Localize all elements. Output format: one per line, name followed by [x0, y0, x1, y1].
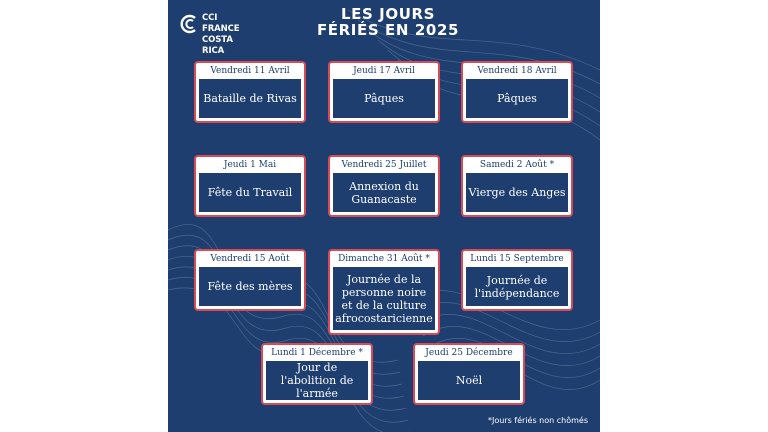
holiday-date: Vendredi 25 Juillet	[341, 160, 427, 170]
holiday-card	[261, 343, 373, 405]
holiday-card	[328, 249, 440, 335]
holiday-name: Journée de l'indépendance	[466, 267, 568, 306]
holiday-date: Dimanche 31 Août *	[338, 254, 430, 264]
title-line-2: FÉRIÉS EN 2025	[316, 21, 460, 39]
holiday-date: Jeudi 17 Avril	[353, 66, 415, 76]
holiday-card	[328, 61, 440, 123]
cci-logo-icon	[180, 14, 200, 34]
holiday-name: Journée de la personne noire et de la culture afrocostaricienne	[333, 267, 435, 330]
holiday-date: Lundi 1 Décembre *	[271, 348, 363, 358]
holiday-date: Vendredi 11 Avril	[210, 66, 290, 76]
holiday-name: Pâques	[466, 79, 568, 118]
holiday-name: Noël	[418, 361, 520, 400]
holiday-card	[194, 249, 306, 311]
logo-line-1: CCI FRANCE	[202, 13, 240, 34]
holiday-date: Vendredi 18 Avril	[477, 66, 557, 76]
holiday-name: Vierge des Anges	[466, 173, 568, 212]
holiday-name: Fête des mères	[199, 267, 301, 306]
holiday-card	[461, 249, 573, 311]
holiday-date: Jeudi 25 Décembre	[425, 348, 513, 358]
holiday-date: Samedi 2 Août *	[479, 160, 555, 170]
holiday-poster	[168, 0, 600, 432]
holiday-card	[413, 343, 525, 405]
holiday-card	[461, 61, 573, 123]
logo-text	[202, 13, 254, 57]
holiday-date: Jeudi 1 Mai	[223, 160, 277, 170]
holiday-card	[194, 61, 306, 123]
holiday-card	[194, 155, 306, 217]
footnote: *Jours fériés non chômés	[487, 416, 588, 425]
holiday-name: Annexion du Guanacaste	[333, 173, 435, 212]
logo-line-2: COSTA RICA	[202, 35, 233, 56]
holiday-card	[328, 155, 440, 217]
holiday-card	[461, 155, 573, 217]
holiday-name: Bataille de Rivas	[199, 79, 301, 118]
page-title	[288, 6, 488, 38]
title-line-1: LES JOURS	[340, 5, 436, 23]
holiday-date: Lundi 15 Septembre	[470, 254, 564, 264]
holiday-name: Pâques	[333, 79, 435, 118]
holiday-date: Vendredi 15 Août	[210, 254, 290, 264]
cci-logo	[180, 11, 254, 56]
holiday-name: Jour de l'abolition de l'armée	[266, 361, 368, 400]
holiday-name: Fête du Travail	[199, 173, 301, 212]
